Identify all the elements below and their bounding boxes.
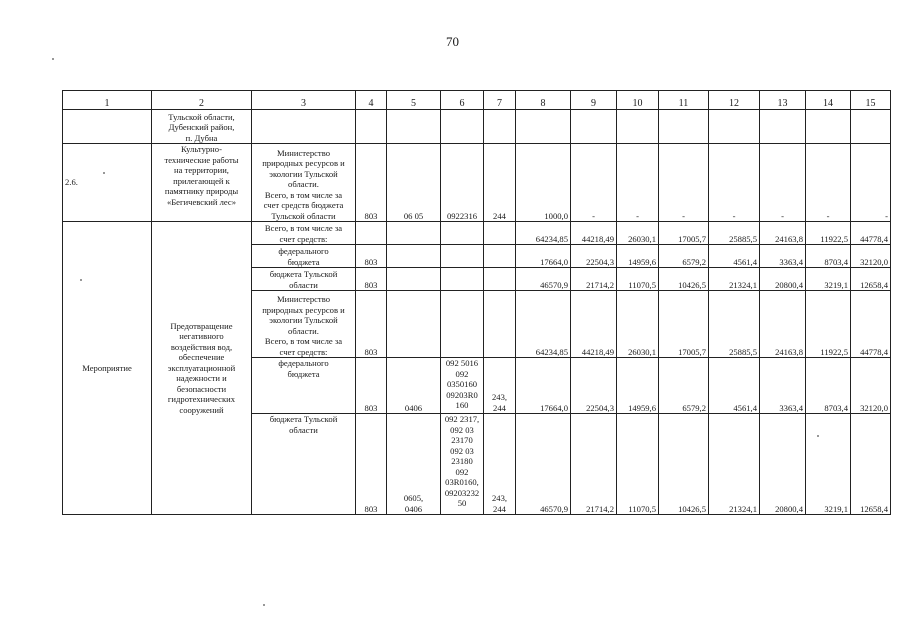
source-text: федерального бюджета [252,358,356,414]
cell-c4: 803 [356,245,387,268]
cell-c10: 14959,6 [617,245,659,268]
header-cell: 6 [441,91,484,110]
cell-c4: 803 [356,268,387,291]
header-cell: 15 [851,91,891,110]
cell-c9: 22504,3 [571,358,617,414]
cell-c5 [387,245,441,268]
cell-c8: 17664,0 [516,245,571,268]
cell-c6 [441,268,484,291]
cell-c6: 0922316 [441,144,484,222]
header-cell: 1 [63,91,152,110]
header-cell: 2 [152,91,252,110]
cell-c14: 11922,5 [806,291,851,358]
cell-c12: - [709,144,760,222]
cell-c10: 26030,1 [617,291,659,358]
source-text: бюджета Тульской области [252,268,356,291]
measure-name: Предотвращение негативного воздействия вод, обеспечение эксплуатационной надежности и безопасности гидротехнических сооружений [152,222,252,515]
cell-c13: - [760,144,806,222]
cell-c12: 4561,4 [709,245,760,268]
header-cell: 3 [252,91,356,110]
source-text: Всего, в том числе за счет средств: [252,222,356,245]
cell-c5 [387,268,441,291]
header-cell: 4 [356,91,387,110]
cell-c12: 25885,5 [709,222,760,245]
cell-c8: 46570,9 [516,268,571,291]
header-row [63,91,891,110]
cell-c5: 06 05 [387,144,441,222]
header-cell: 9 [571,91,617,110]
table-row [63,110,891,144]
cell-c12: 25885,5 [709,291,760,358]
cell-c10: 26030,1 [617,222,659,245]
cell-c15: 32120,0 [851,245,891,268]
cell-c14: 3219,1 [806,414,851,515]
kbk-codes: 092 5016 092 0350160 09203R0 160 [441,358,484,414]
cell-c10: - [617,144,659,222]
cell-c12: 21324,1 [709,268,760,291]
cell-c9: 22504,3 [571,245,617,268]
scan-speck [103,172,105,174]
cell-c15: 44778,4 [851,222,891,245]
cell-c9: - [571,144,617,222]
cell-c12: 4561,4 [709,358,760,414]
cell-c7 [484,245,516,268]
cell-c13: 3363,4 [760,245,806,268]
source-text: бюджета Тульской области [252,414,356,515]
cell-c4: 803 [356,358,387,414]
cell-c13: 20800,4 [760,414,806,515]
location-text: Тульской области, Дубенский район, п. Дубна [152,110,252,144]
cell-c14: - [806,144,851,222]
cell-c15: 44778,4 [851,291,891,358]
cell-c9: 44218,49 [571,222,617,245]
cell-c11: 17005,7 [659,222,709,245]
page-number: 70 [446,34,459,49]
header-cell: 12 [709,91,760,110]
cell-c4 [356,222,387,245]
cell-c8: 1000,0 [516,144,571,222]
activity-name: Культурно- технические работы на территории, прилегающей к памятнику природы «Бегичевский лес» [152,144,252,222]
cell-c14: 11922,5 [806,222,851,245]
measure-label: Мероприятие [63,222,152,515]
budget-table [62,90,891,515]
cell-c7 [484,222,516,245]
cell-c5 [387,222,441,245]
table-row [63,144,891,222]
cell-c11: 6579,2 [659,358,709,414]
cell-c9: 21714,2 [571,414,617,515]
cell-c8: 64234,85 [516,222,571,245]
cell-c6 [441,245,484,268]
header-cell: 13 [760,91,806,110]
cell-c13: 24163,8 [760,222,806,245]
header-cell: 8 [516,91,571,110]
scan-speck [817,435,819,437]
cell-c6 [441,291,484,358]
cell-c5 [387,291,441,358]
cell-c15: 32120,0 [851,358,891,414]
source-text: Министерство природных ресурсов и экологии Тульской области. Всего, в том числе за счет средств: [252,291,356,358]
cell-c12: 21324,1 [709,414,760,515]
cell-c14: 8703,4 [806,358,851,414]
cell-c15: 12658,4 [851,268,891,291]
header-cell: 14 [806,91,851,110]
cell-c7: 243, 244 [484,358,516,414]
table-row [63,222,891,245]
cell-c11: 17005,7 [659,291,709,358]
cell-c8: 46570,9 [516,414,571,515]
cell-c13: 3363,4 [760,358,806,414]
kbk-codes: 092 2317, 092 03 23170 092 03 23180 092 03R0160, 09203232 50 [441,414,484,515]
cell-c11: - [659,144,709,222]
scan-speck [52,58,54,60]
cell-c13: 20800,4 [760,268,806,291]
cell-c4: 803 [356,414,387,515]
cell-c4: 803 [356,144,387,222]
cell-c7: 244 [484,144,516,222]
source-text: федерального бюджета [252,245,356,268]
cell-c7 [484,268,516,291]
cell-c15: 12658,4 [851,414,891,515]
cell-c4: 803 [356,291,387,358]
cell-c9: 21714,2 [571,268,617,291]
cell-c11: 10426,5 [659,268,709,291]
scan-speck [80,279,82,281]
cell-c10: 11070,5 [617,414,659,515]
cell-c15: - [851,144,891,222]
cell-c8: 17664,0 [516,358,571,414]
cell-c13: 24163,8 [760,291,806,358]
executor-text: Министерство природных ресурсов и экологии Тульской области. Всего, в том числе за счет средств бюджета Тульской области [252,144,356,222]
cell-c6 [441,222,484,245]
cell-c14: 8703,4 [806,245,851,268]
header-cell: 5 [387,91,441,110]
cell-c14: 3219,1 [806,268,851,291]
cell-c5: 0406 [387,358,441,414]
cell-c9: 44218,49 [571,291,617,358]
cell-c11: 6579,2 [659,245,709,268]
cell-c7: 243, 244 [484,414,516,515]
cell-c5: 0605, 0406 [387,414,441,515]
header-cell: 11 [659,91,709,110]
scan-speck [263,604,265,606]
cell-c10: 11070,5 [617,268,659,291]
header-cell: 7 [484,91,516,110]
cell-c8: 64234,85 [516,291,571,358]
header-cell: 10 [617,91,659,110]
row-number: 2.6. [63,144,152,222]
cell-c7 [484,291,516,358]
cell-c11: 10426,5 [659,414,709,515]
cell-c10: 14959,6 [617,358,659,414]
